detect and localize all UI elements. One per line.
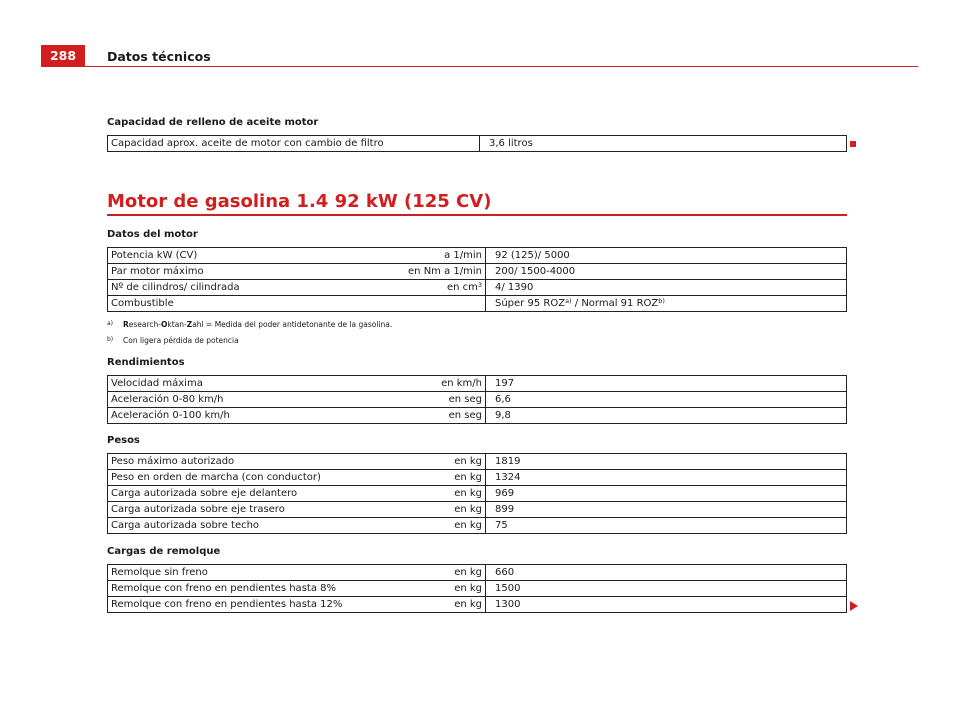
unit-text: en cm	[446, 282, 478, 293]
weights-table	[107, 453, 847, 534]
row-label: Par motor máximo	[108, 264, 380, 280]
row-unit: en km/h	[379, 376, 486, 392]
page-number: 288	[41, 45, 85, 67]
weights-heading: Pesos	[107, 435, 140, 446]
footnote-a-r: R	[123, 320, 129, 329]
row-unit: en kg	[379, 581, 486, 597]
row-label: Potencia kW (CV)	[108, 248, 380, 264]
row-unit: en kg	[379, 454, 486, 470]
row-value: 969	[486, 486, 847, 502]
row-label: Aceleración 0-100 km/h	[108, 408, 380, 424]
header-divider	[41, 66, 918, 67]
row-value: 200/ 1500-4000	[486, 264, 847, 280]
oil-capacity-label: Capacidad aprox. aceite de motor con cambio de filtro	[108, 136, 480, 152]
row-value: 197	[486, 376, 847, 392]
unit-superscript: 3	[477, 281, 482, 289]
row-value: 6,6	[486, 392, 847, 408]
row-value: 660	[486, 565, 847, 581]
row-value	[486, 296, 847, 312]
footnote-a-z: Z	[186, 320, 193, 329]
section-end-marker-icon	[850, 141, 856, 147]
row-unit: en kg	[379, 597, 486, 613]
footnote-a-o-rest: ktan-	[167, 320, 187, 329]
section-title-divider	[107, 214, 847, 216]
table-row	[108, 597, 847, 613]
row-value: 1300	[486, 597, 847, 613]
row-unit: en seg	[379, 392, 486, 408]
row-unit: en Nm a 1/min	[379, 264, 486, 280]
towing-table	[107, 564, 847, 613]
row-value: 92 (125)/ 5000	[486, 248, 847, 264]
row-value: 9,8	[486, 408, 847, 424]
table-row	[108, 565, 847, 581]
footnote-a-z-rest: ahl = Medida del poder antidetonante de la gasolina.	[192, 320, 393, 329]
footnote-ref-a: a)	[565, 297, 572, 305]
row-label: Carga autorizada sobre eje trasero	[108, 502, 380, 518]
performance-table	[107, 375, 847, 424]
row-label: Remolque con freno en pendientes hasta 8%	[108, 581, 380, 597]
table-row	[108, 502, 847, 518]
engine-data-heading: Datos del motor	[107, 229, 198, 240]
row-value: 4/ 1390	[486, 280, 847, 296]
table-row	[108, 454, 847, 470]
row-label: Peso en orden de marcha (con conductor)	[108, 470, 380, 486]
row-label: Remolque sin freno	[108, 565, 380, 581]
row-unit: en kg	[379, 518, 486, 534]
table-row	[108, 486, 847, 502]
fuel-normal: / Normal 91 ROZ	[571, 298, 659, 309]
row-unit: en kg	[379, 565, 486, 581]
table-row	[108, 376, 847, 392]
footnote-b-mark: b)	[107, 336, 114, 343]
oil-capacity-heading: Capacidad de relleno de aceite motor	[107, 117, 319, 128]
footnote-ref-b: b)	[658, 297, 665, 305]
row-unit: en kg	[379, 502, 486, 518]
row-label: Carga autorizada sobre eje delantero	[108, 486, 380, 502]
row-label: Combustible	[108, 296, 380, 312]
table-row	[108, 581, 847, 597]
row-unit: en seg	[379, 408, 486, 424]
towing-heading: Cargas de remolque	[107, 546, 221, 557]
table-row	[108, 248, 847, 264]
table-row	[108, 518, 847, 534]
row-label: Velocidad máxima	[108, 376, 380, 392]
table-row	[108, 296, 847, 312]
row-unit: en kg	[379, 470, 486, 486]
fuel-super: Súper 95 ROZ	[495, 298, 566, 309]
oil-capacity-value: 3,6 litros	[480, 136, 847, 152]
footnote-a	[107, 320, 392, 329]
table-row	[108, 470, 847, 486]
engine-data-table	[107, 247, 847, 312]
table-row	[108, 136, 847, 152]
footnote-b	[107, 336, 239, 345]
section-title: Motor de gasolina 1.4 92 kW (125 CV)	[107, 191, 492, 212]
row-label: Carga autorizada sobre techo	[108, 518, 380, 534]
footnote-a-r-rest: esearch-	[128, 320, 162, 329]
row-value: 899	[486, 502, 847, 518]
footnote-a-o: O	[161, 320, 168, 329]
table-row	[108, 280, 847, 296]
row-label: Peso máximo autorizado	[108, 454, 380, 470]
row-value: 1324	[486, 470, 847, 486]
row-label: Remolque con freno en pendientes hasta 12%	[108, 597, 380, 613]
row-label: Nº de cilindros/ cilindrada	[108, 280, 380, 296]
page-header-title: Datos técnicos	[107, 49, 211, 64]
table-row	[108, 264, 847, 280]
footnote-a-mark: a)	[107, 320, 114, 327]
row-unit	[379, 280, 486, 296]
continue-arrow-icon	[850, 601, 858, 611]
row-unit: a 1/min	[379, 248, 486, 264]
row-unit: en kg	[379, 486, 486, 502]
row-label: Aceleración 0-80 km/h	[108, 392, 380, 408]
row-value: 1500	[486, 581, 847, 597]
table-row	[108, 392, 847, 408]
row-unit	[379, 296, 486, 312]
oil-capacity-table	[107, 135, 847, 152]
footnote-b-text: Con ligera pérdida de potencia	[123, 336, 239, 345]
row-value: 75	[486, 518, 847, 534]
table-row	[108, 408, 847, 424]
performance-heading: Rendimientos	[107, 357, 185, 368]
row-value: 1819	[486, 454, 847, 470]
